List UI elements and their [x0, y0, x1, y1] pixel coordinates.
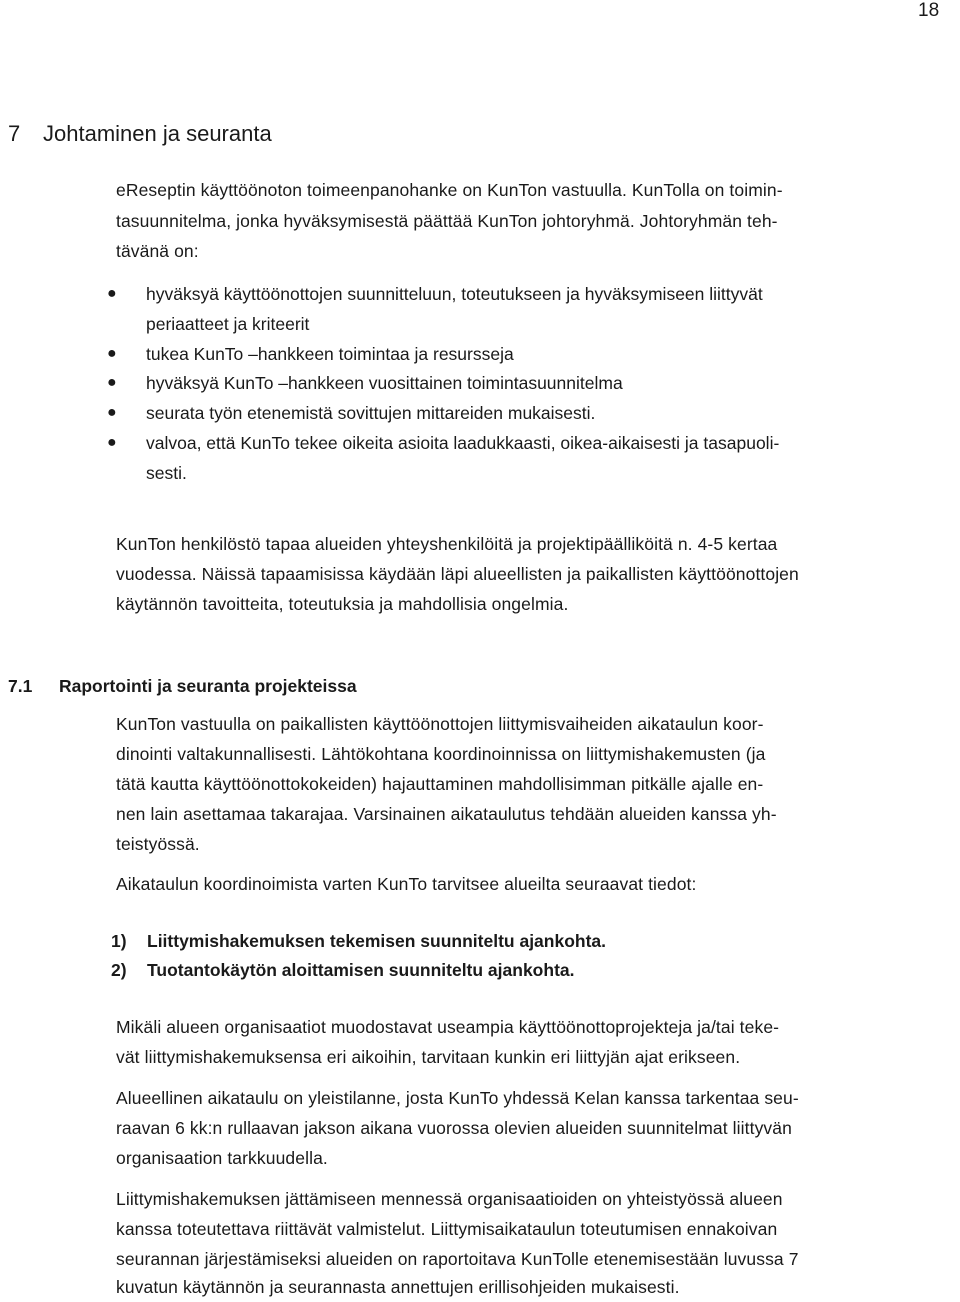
paragraph-line: tätä kautta käyttöönottokokeiden) hajauttaminen mahdollisimman pitkälle ajalle en-: [116, 774, 764, 794]
intro-line: tasuunnitelma, jonka hyväksymisestä päättää KunTon johtoryhmä. Johtoryhmän teh-: [116, 211, 778, 231]
bullet-icon: ●: [107, 345, 117, 362]
bullet-icon: ●: [107, 285, 117, 302]
ordered-text: Liittymishakemuksen tekemisen suunniteltu ajankohta.: [147, 931, 607, 951]
section-number: 7.1: [8, 676, 33, 696]
bullet-icon: ●: [107, 374, 117, 391]
ordered-item: [111, 926, 606, 956]
paragraph-line: Alueellinen aikataulu on yleistilanne, josta KunTo yhdessä Kelan kanssa tarkentaa seu-: [116, 1088, 799, 1108]
ordered-item: [111, 955, 575, 985]
paragraph-line: vät liittymishakemuksensa eri aikoihin, tarvitaan kunkin eri liittyjän ajat erikseen.: [116, 1047, 741, 1067]
paragraph-line: nen lain asettamaa takarajaa. Varsinainen aikataulutus tehdään alueiden kanssa yh-: [116, 804, 777, 824]
bullet-icon: ●: [107, 404, 117, 421]
ordered-text: Tuotantokäytön aloittamisen suunniteltu ajankohta.: [147, 960, 575, 980]
task-item: hyväksyä käyttöönottojen suunnitteluun, toteutukseen ja hyväksymiseen liittyvät: [146, 284, 763, 304]
task-item: seurata työn etenemistä sovittujen mittareiden mukaisesti.: [146, 403, 596, 423]
paragraph-line: organisaation tarkkuudella.: [116, 1148, 328, 1168]
section-title: Raportointi ja seuranta projekteissa: [59, 676, 357, 696]
paragraph-line: KunTon vastuulla on paikallisten käyttöönottojen liittymisvaiheiden aikataulun koor-: [116, 714, 764, 734]
page-number: 18: [918, 0, 940, 21]
task-item: hyväksyä KunTo –hankkeen vuosittainen toimintasuunnitelma: [146, 373, 623, 393]
task-item: valvoa, että KunTo tekee oikeita asioita laadukkaasti, oikea-aikaisesti ja tasapuoli-: [146, 433, 780, 453]
ordered-marker: 2): [111, 960, 127, 980]
paragraph-line: Mikäli alueen organisaatiot muodostavat useampia käyttöönottoprojekteja ja/tai teke-: [116, 1017, 780, 1037]
paragraph-line: kuvatun käytännön ja seurannasta annettujen erillisohjeiden mukaisesti.: [116, 1277, 680, 1297]
paragraph-line: käytännön tavoitteita, toteutuksia ja mahdollisia ongelmia.: [116, 594, 569, 614]
paragraph-line: dinointi valtakunnallisesti. Lähtökohtana koordinoinnissa on liittymishakemusten (ja: [116, 744, 766, 764]
paragraph-line: raavan 6 kk:n rullaavan jakson aikana vuorossa olevien alueiden suunnitelmat liittyvän: [116, 1118, 792, 1138]
chapter-heading: [8, 121, 272, 147]
paragraph-line: KunTon henkilöstö tapaa alueiden yhteyshenkilöitä ja projektipäälliköitä n. 4-5 kertaa: [116, 534, 778, 554]
intro-line: tävänä on:: [116, 241, 199, 261]
intro-line: eReseptin käyttöönoton toimeenpanohanke on KunTon vastuulla. KunTolla on toimin-: [116, 180, 783, 200]
section-heading: [8, 676, 357, 697]
chapter-title: Johtaminen ja seuranta: [43, 121, 272, 146]
paragraph-line: teistyössä.: [116, 834, 200, 854]
paragraph-line: vuodessa. Näissä tapaamisissa käydään läpi alueellisten ja paikallisten käyttöönottojen: [116, 564, 799, 584]
paragraph-line: Aikataulun koordinoimista varten KunTo tarvitsee alueilta seuraavat tiedot:: [116, 874, 697, 894]
paragraph-line: seurannan järjestämiseksi alueiden on raportoitava KunTolle etenemisestään luvussa 7: [116, 1249, 799, 1269]
task-item: tukea KunTo –hankkeen toimintaa ja resursseja: [146, 344, 514, 364]
paragraph-line: Liittymishakemuksen jättämiseen mennessä organisaatioiden on yhteistyössä alueen: [116, 1189, 783, 1209]
ordered-marker: 1): [111, 931, 127, 951]
task-item-continued: sesti.: [146, 463, 187, 483]
paragraph-line: kanssa toteutettava riittävät valmistelut. Liittymisaikataulun toteutumisen ennakoivan: [116, 1219, 778, 1239]
chapter-number: 7: [8, 121, 21, 146]
task-item-continued: periaatteet ja kriteerit: [146, 314, 310, 334]
bullet-icon: ●: [107, 434, 117, 451]
